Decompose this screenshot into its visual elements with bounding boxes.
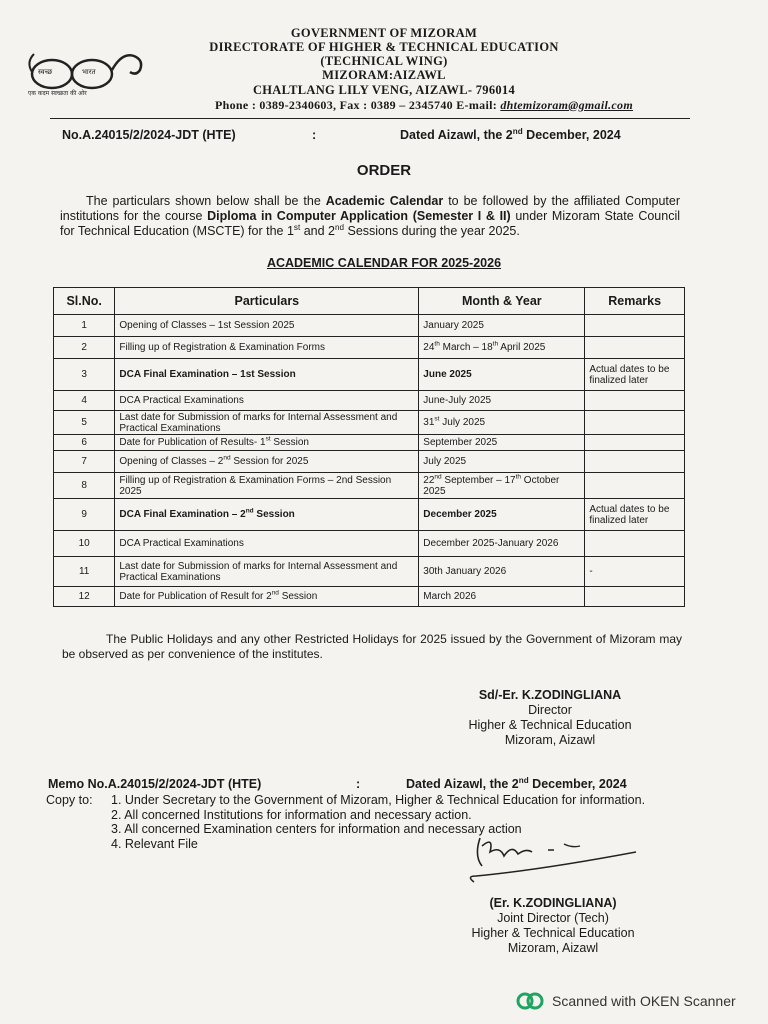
row-remarks: - xyxy=(585,557,685,587)
header-address: CHALTLANG LILY VENG, AIZAWL- 796014 xyxy=(252,83,516,97)
table-row xyxy=(54,499,685,531)
oken-logo-icon xyxy=(516,990,544,1012)
row-particulars: Last date for Submission of marks for Internal Assessment and Practical Examinations xyxy=(115,411,419,435)
row-slno: 5 xyxy=(54,411,115,435)
contact-text: Phone : 0389-2340603, Fax : 0389 – 2345740 E-mail: xyxy=(215,98,501,112)
calendar-title: ACADEMIC CALENDAR FOR 2025-2026 xyxy=(266,256,502,270)
order-date: Dated Aizawl, the 2nd December, 2024 xyxy=(400,126,621,142)
header-remarks: Remarks xyxy=(585,288,685,315)
director-place: Mizoram, Aizawl xyxy=(504,733,596,747)
order-title: ORDER xyxy=(356,162,412,179)
row-particulars: Filling up of Registration & Examination Forms xyxy=(115,337,419,359)
row-remarks xyxy=(585,451,685,473)
table-header-row xyxy=(54,288,685,315)
order-colon: : xyxy=(312,128,317,142)
joint-director-dept: Higher & Technical Education xyxy=(471,926,635,940)
header-directorate: DIRECTORATE OF HIGHER & TECHNICAL EDUCATION xyxy=(209,40,559,54)
header-divider xyxy=(50,118,690,119)
table-row xyxy=(54,557,685,587)
header-government: GOVERNMENT OF MIZORAM xyxy=(290,26,478,40)
row-slno: 8 xyxy=(54,473,115,499)
handwritten-signature xyxy=(460,826,650,901)
academic-calendar-table xyxy=(53,287,685,607)
row-month: July 2025 xyxy=(419,451,585,473)
email-link[interactable]: dhtemizoram@gmail.com xyxy=(500,98,633,112)
table-row xyxy=(54,435,685,451)
table-row xyxy=(54,391,685,411)
joint-director-name: (Er. K.ZODINGLIANA) xyxy=(489,896,617,910)
logo-text-left: स्वच्छ xyxy=(38,68,53,76)
header-particulars: Particulars xyxy=(115,288,419,315)
intro-paragraph: The particulars shown below shall be the Academic Calendar to be followed by the affiliated Computer institutions for the course Diploma in Computer Application (Semester I & II) under Mizoram State Council for Technical Education (MSCTE) for the 1st and 2nd Sessions during the year 2025. xyxy=(60,194,681,238)
table-row xyxy=(54,531,685,557)
row-slno: 12 xyxy=(54,587,115,607)
row-remarks xyxy=(585,435,685,451)
joint-director-place: Mizoram, Aizawl xyxy=(507,941,599,955)
row-slno: 9 xyxy=(54,499,115,531)
row-month: 22nd September – 17th October 2025 xyxy=(419,473,585,499)
row-slno: 3 xyxy=(54,359,115,391)
director-name: Sd/-Er. K.ZODINGLIANA xyxy=(478,688,622,702)
holiday-note: The Public Holidays and any other Restricted Holidays for 2025 issued by the Government of Mizoram may be observed as per convenience of the institutes. xyxy=(62,632,682,661)
row-slno: 11 xyxy=(54,557,115,587)
table-row xyxy=(54,337,685,359)
row-remarks xyxy=(585,531,685,557)
row-month: June-July 2025 xyxy=(419,391,585,411)
memo-number: Memo No.A.24015/2/2024-JDT (HTE) xyxy=(48,777,262,791)
table-row xyxy=(54,359,685,391)
memo-colon: : xyxy=(356,777,361,791)
row-remarks xyxy=(585,473,685,499)
row-particulars: Filling up of Registration & Examination Forms – 2nd Session 2025 xyxy=(115,473,419,499)
copy-item: 3. All concerned Examination centers for information and necessary action xyxy=(111,822,522,836)
row-remarks xyxy=(585,411,685,435)
row-month: March 2026 xyxy=(419,587,585,607)
row-particulars: Opening of Classes – 2nd Session for 2025 xyxy=(115,451,419,473)
row-particulars: DCA Final Examination – 1st Session xyxy=(115,359,419,391)
row-slno: 7 xyxy=(54,451,115,473)
row-remarks xyxy=(585,315,685,337)
scanner-watermark xyxy=(516,990,736,1012)
row-particulars: DCA Final Examination – 2nd Session xyxy=(115,499,419,531)
row-particulars: DCA Practical Examinations xyxy=(115,531,419,557)
director-dept: Higher & Technical Education xyxy=(468,718,632,732)
header-month-year: Month & Year xyxy=(419,288,585,315)
header-slno: Sl.No. xyxy=(54,288,115,315)
row-month: September 2025 xyxy=(419,435,585,451)
row-month: 31st July 2025 xyxy=(419,411,585,435)
signatory-joint-director xyxy=(423,896,683,956)
order-number: No.A.24015/2/2024-JDT (HTE) xyxy=(62,128,236,142)
copy-to-label: Copy to: xyxy=(46,793,93,807)
row-month: December 2025-January 2026 xyxy=(419,531,585,557)
header-city: MIZORAM:AIZAWL xyxy=(322,68,446,82)
row-month: June 2025 xyxy=(419,359,585,391)
table-row xyxy=(54,473,685,499)
signatory-director xyxy=(420,688,680,748)
row-month: December 2025 xyxy=(419,499,585,531)
row-slno: 1 xyxy=(54,315,115,337)
row-month: January 2025 xyxy=(419,315,585,337)
row-particulars: Last date for Submission of marks for Internal Assessment and Practical Examinations xyxy=(115,557,419,587)
header-wing: (TECHNICAL WING) xyxy=(320,54,448,68)
row-slno: 2 xyxy=(54,337,115,359)
row-remarks: Actual dates to be finalized later xyxy=(585,499,685,531)
director-title: Director xyxy=(528,703,572,717)
joint-director-title: Joint Director (Tech) xyxy=(497,911,609,925)
row-remarks: Actual dates to be finalized later xyxy=(585,359,685,391)
table-row xyxy=(54,315,685,337)
table-row xyxy=(54,451,685,473)
logo-tagline: एक कदम स्वच्छता की ओर xyxy=(28,90,87,97)
row-slno: 10 xyxy=(54,531,115,557)
row-month: 30th January 2026 xyxy=(419,557,585,587)
row-slno: 6 xyxy=(54,435,115,451)
table-row xyxy=(54,587,685,607)
logo-text-right: भारत xyxy=(82,68,96,76)
header-contact xyxy=(40,98,768,113)
copy-item: 2. All concerned Institutions for information and necessary action. xyxy=(111,808,472,822)
row-slno: 4 xyxy=(54,391,115,411)
row-remarks xyxy=(585,337,685,359)
row-particulars: Date for Publication of Result for 2nd Session xyxy=(115,587,419,607)
row-particulars: DCA Practical Examinations xyxy=(115,391,419,411)
copy-item: 4. Relevant File xyxy=(111,837,198,851)
row-particulars: Date for Publication of Results- 1st Session xyxy=(115,435,419,451)
scanner-text: Scanned with OKEN Scanner xyxy=(552,993,736,1009)
row-remarks xyxy=(585,587,685,607)
copy-item: 1. Under Secretary to the Government of Mizoram, Higher & Technical Education for information. xyxy=(111,793,646,807)
memo-date: Dated Aizawl, the 2nd December, 2024 xyxy=(406,775,627,791)
row-particulars: Opening of Classes – 1st Session 2025 xyxy=(115,315,419,337)
table-row xyxy=(54,411,685,435)
row-month: 24th March – 18th April 2025 xyxy=(419,337,585,359)
row-remarks xyxy=(585,391,685,411)
